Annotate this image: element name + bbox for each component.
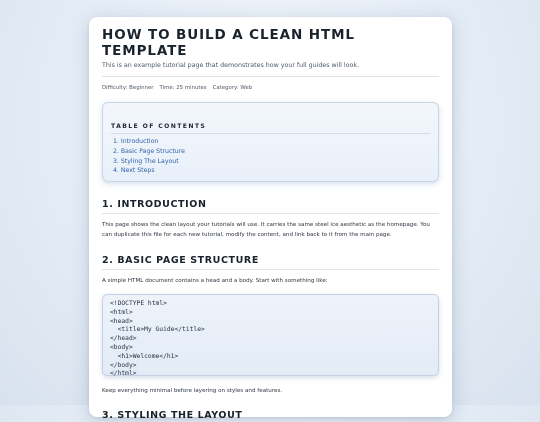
toc-title: TABLE OF CONTENTS: [111, 123, 207, 130]
meta-difficulty: Difficulty: Beginner: [102, 85, 154, 91]
introduction-paragraph: This page shows the clean layout your tutorials will use. It carries the same steel ice aesthetic as the homepage. You can duplicate this file for each new tutorial, modify the content, and link back to it from the main page.: [102, 222, 430, 238]
toc-list: [111, 137, 430, 176]
section-heading-introduction: 1. INTRODUCTION: [102, 199, 207, 210]
code-line: </head>: [110, 335, 137, 343]
page-title: HOW TO BUILD A CLEAN HTML TEMPLATE: [102, 27, 355, 59]
structure-intro-paragraph: A simple HTML document contains a head and a body. Start with something like:: [102, 278, 328, 284]
header-divider: [102, 76, 439, 77]
toc-item: [113, 157, 430, 167]
toc-link-styling[interactable]: 3. Styling The Layout: [113, 157, 179, 165]
meta-time: Time: 25 minutes: [159, 85, 207, 91]
toc-item: [113, 137, 430, 147]
code-line: </body>: [110, 361, 137, 369]
code-line: <title>My Guide</title>: [110, 326, 205, 334]
code-line: </html>: [110, 370, 137, 378]
tutorial-card: [89, 17, 452, 421]
page-subtitle: This is an example tutorial page that demonstrates how your full guides will look.: [102, 62, 360, 69]
code-line: <h1>Welcome</h1>: [110, 352, 179, 360]
code-block: [102, 294, 439, 376]
toc-link-next-steps[interactable]: 4. Next Steps: [113, 167, 155, 175]
code-line: <head>: [110, 317, 133, 325]
toc-item: [113, 166, 430, 176]
toc-link-basic-structure[interactable]: 2. Basic Page Structure: [113, 147, 185, 155]
toc-divider: [111, 133, 430, 134]
section-divider: [102, 213, 439, 214]
toc-link-introduction[interactable]: 1. Introduction: [113, 138, 159, 145]
code-line: <html>: [110, 308, 133, 316]
section-heading-basic-structure: 2. BASIC PAGE STRUCTURE: [102, 255, 259, 266]
table-of-contents: [102, 102, 439, 182]
structure-outro-paragraph: Keep everything minimal before layering on styles and features.: [102, 388, 283, 394]
section-heading-styling: 3. STYLING THE LAYOUT: [102, 410, 243, 421]
meta-row: [102, 85, 439, 92]
toc-item: [113, 147, 430, 157]
code-line: <body>: [110, 343, 133, 351]
meta-category: Category: Web: [212, 85, 253, 91]
section-divider: [102, 269, 439, 270]
code-line: <!DOCTYPE html>: [110, 300, 167, 307]
